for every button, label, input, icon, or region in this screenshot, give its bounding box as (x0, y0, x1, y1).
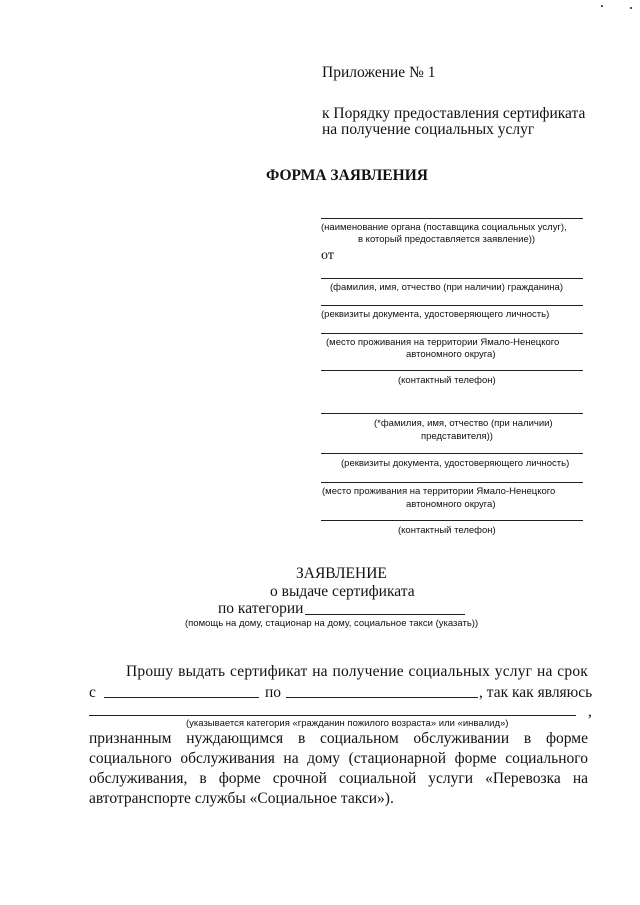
category-caption: (помощь на дому, стационар на дому, социальное такси (указать)) (185, 618, 479, 629)
applicant-address-line (321, 333, 583, 334)
organ-caption-2: в который предоставляется заявление)) (358, 234, 536, 245)
representative-name-caption-2: представителя)) (421, 431, 493, 442)
representative-phone-line (321, 520, 583, 521)
representative-name-line (321, 413, 583, 414)
date-to-line (286, 697, 478, 698)
because-text: , так как являюсь (479, 684, 593, 701)
representative-name-caption-1: (*фамилия, имя, отчество (при наличии) (374, 418, 553, 429)
applicant-phone-line (321, 370, 583, 371)
applicant-phone-caption: (контактный телефон) (398, 375, 496, 386)
representative-address-caption-2: автономного округа) (406, 499, 496, 510)
applicant-name-line (321, 278, 583, 279)
date-from-line (104, 697, 259, 698)
from-label: от (321, 248, 334, 263)
applicant-document-caption: (реквизиты документа, удостоверяющего личность) (321, 309, 550, 320)
category-line (305, 614, 465, 615)
date-to-label: по (265, 684, 282, 701)
category-label: по категории (218, 600, 304, 617)
appendix-number: Приложение № 1 (322, 64, 436, 81)
scan-dot (630, 7, 632, 9)
applicant-name-caption: (фамилия, имя, отчество (при наличии) гражданина) (330, 282, 564, 293)
body-line-4: автотранспорте службы «Социальное такси»). (89, 790, 394, 807)
representative-address-caption-1: (место проживания на территории Ямало-Ненецкого (322, 486, 556, 497)
order-reference-line-2: на получение социальных услуг (322, 121, 535, 138)
representative-address-line (321, 482, 583, 483)
category-input-line (89, 715, 576, 716)
body-line-3: обслуживания, в форме срочной социальной услуги «Перевозка на (89, 770, 588, 787)
representative-phone-caption: (контактный телефон) (398, 525, 496, 536)
trailing-comma: , (588, 703, 592, 720)
body-line-1: признанным нуждающимся в социальном обслуживании в форме (89, 730, 588, 747)
order-reference-line-1: к Порядку предоставления сертификата (322, 105, 586, 122)
scan-dot (601, 5, 603, 7)
statement-subtitle: о выдаче сертификата (270, 583, 415, 600)
form-title: ФОРМА ЗАЯВЛЕНИЯ (266, 167, 428, 184)
request-text: Прошу выдать сертификат на получение социальных услуг на срок (126, 663, 588, 680)
organ-name-line (321, 218, 583, 219)
body-line-2: социального обслуживания на дому (стационарной форме социального (89, 750, 588, 767)
category-hint: (указывается категория «гражданин пожилого возраста» или «инвалид») (186, 718, 509, 729)
applicant-address-caption-1: (место проживания на территории Ямало-Ненецкого (326, 337, 560, 348)
representative-document-caption: (реквизиты документа, удостоверяющего личность) (341, 458, 570, 469)
date-from-label: с (89, 684, 96, 701)
applicant-document-line (321, 305, 583, 306)
organ-caption-1: (наименование органа (поставщика социальных услуг), (321, 222, 567, 233)
representative-document-line (321, 453, 583, 454)
applicant-address-caption-2: автономного округа) (406, 349, 496, 360)
statement-title: ЗАЯВЛЕНИЕ (296, 565, 387, 582)
